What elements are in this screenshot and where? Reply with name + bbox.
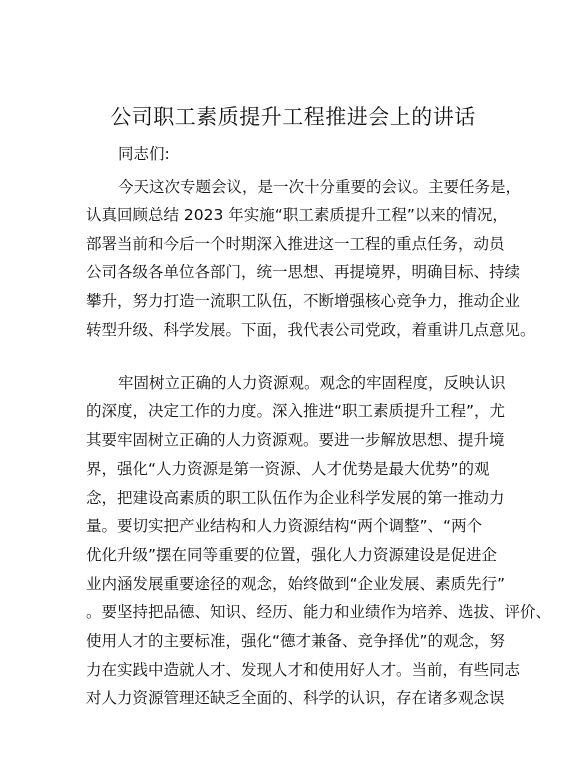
- paragraph-2-line-1: 牢固树立正确的人力资源观。观念的牢固程度，反映认识: [118, 374, 506, 392]
- paragraph-2-line-8: 业内涵发展重要途径的观念，始终做到“企业发展、素质先行”: [86, 575, 506, 593]
- paragraph-1-line-3: 部署当前和今后一个时期深入推进这一工程的重点任务，动员: [86, 235, 505, 253]
- paragraph-2-line-3: 其要牢固树立正确的人力资源观。要进一步解放思想、提升境: [86, 431, 505, 449]
- paragraph-2-line-9: 。要坚持把品德、知识、经历、能力和业绩作为培养、选拔、评价、: [86, 603, 552, 621]
- paragraph-2-line-11: 力在实践中造就人才、发现人才和使用好人才。当前，有些同志: [86, 661, 521, 679]
- paragraph-2-line-7: 优化升级”摆在同等重要的位置，强化人力资源建设是促进企: [86, 546, 498, 564]
- paragraph-1-line-6: 转型升级、科学发展。下面，我代表公司党政，着重讲几点意见。: [86, 321, 536, 339]
- paragraph-1-line-1: 今天这次专题会议，是一次十分重要的会议。主要任务是，: [118, 178, 522, 196]
- paragraph-2-line-12: 对人力资源管理还缺乏全面的、科学的认识，存在诸多观念误: [86, 689, 505, 707]
- document-title: 公司职工素质提升工程推进会上的讲话: [110, 105, 476, 129]
- salutation: 同志们:: [118, 145, 170, 163]
- paragraph-2-line-5: 念，把建设高素质的职工队伍作为企业科学发展的第一推动力: [86, 489, 505, 507]
- paragraph-2-line-6: 量。要切实把产业结构和人力资源结构“两个调整”、“两个: [86, 517, 483, 535]
- paragraph-2-line-2: 的深度，决定工作的力度。深入推进“职工素质提升工程”，尤: [86, 402, 506, 420]
- paragraph-2-line-4: 界，强化“人力资源是第一资源、人才优势是最大优势”的观: [86, 460, 490, 478]
- paragraph-1-line-5: 攀升，努力打造一流职工队伍，不断增强核心竞争力，推动企业: [86, 292, 521, 310]
- paragraph-1-line-2: 认真回顾总结 2023 年实施“职工素质提升工程”以来的情况，: [86, 206, 508, 224]
- paragraph-2-line-10: 使用人才的主要标准，强化“德才兼备、竞争择优”的观念，努: [86, 632, 506, 650]
- paragraph-1-line-4: 公司各级各单位各部门，统一思想、再提境界，明确目标、持续: [86, 263, 521, 281]
